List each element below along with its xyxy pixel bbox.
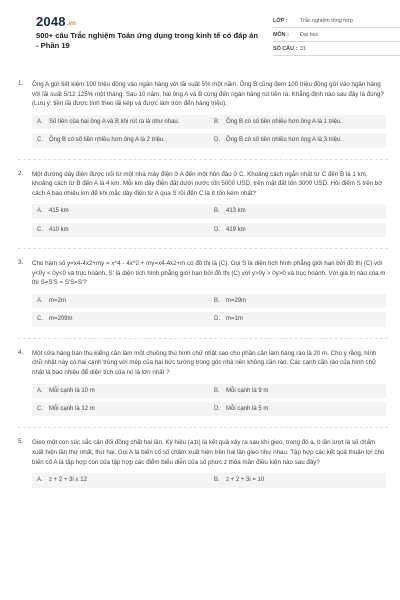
option-letter: A. — [37, 387, 43, 394]
option-letter: A. — [37, 297, 43, 304]
question-divider — [18, 427, 388, 428]
question-item — [18, 259, 388, 327]
option-text: Ông B có số tiền nhiều hơn ông A là 1 triệu. — [226, 118, 343, 125]
question-text: Một cửa hàng bán thú kiểng cần làm một chuồng thú hình chữ nhật sao cho phần cần làm hàng rào là 20 m. Chú ý rằng, hình chữ nhật này có hai cạnh trùng với mép của hai bức tường trong góc nhà nên không cần rào. Các cạnh cần rào của hình chữ nhật là bao nhiêu để diện tích của nó là lớn nhất ? — [32, 349, 377, 376]
question-text: Ông A gửi tiết kiệm 100 triệu đồng vào ngân hàng với lãi suất 5% một năm. Ông B cũng đem 100 triệu đồng gửi vào ngân hàng với lãi suất 5/12 125% một tháng. Sau 10 năm, hai ông A và B cùng đến ngân hàng rút tiền ra. Khẳng định nào sau đây là đúng? (Lưu ý: tiền lãi được tính theo lãi kép và được làm tròn đến hàng triệu). — [32, 81, 384, 108]
option-letter: B. — [214, 387, 220, 394]
question-item — [18, 170, 388, 238]
question-item — [18, 80, 388, 148]
question-text: Một đường dây điện được nối từ một nhà máy điện ở A đến một hòn đảo ở C. Khoảng cách ngắn nhất từ C đến B là 1 km, khoảng cách từ B đến A là 4 km. Mỗi km dây điện đặt dưới nước tốn 5000 USD, trên mặt đất tốn 3000 USD. Hỏi điểm S trên bờ cách A bao nhiêu km để khi mắc dây điện từ A qua S rồi đến C là ít tốn kém nhất? — [32, 170, 383, 197]
answer-option[interactable] — [209, 204, 386, 218]
meta-row — [273, 14, 400, 28]
answer-option[interactable] — [209, 312, 386, 326]
answer-option[interactable] — [32, 294, 209, 308]
answer-option[interactable] — [32, 133, 209, 147]
option-letter: C. — [37, 226, 43, 233]
answer-option[interactable] — [209, 402, 386, 416]
option-text: m=2m — [49, 297, 66, 304]
option-letter: B. — [214, 118, 220, 125]
question-divider — [18, 248, 388, 249]
option-text: Mỗi cạnh là 10 m — [49, 387, 95, 394]
option-letter: A. — [37, 118, 43, 125]
meta-key: LỚP : — [273, 17, 288, 24]
option-text: 413 km — [226, 208, 246, 215]
option-text: 410 km — [49, 226, 69, 233]
answer-options — [32, 115, 388, 148]
question-divider — [18, 338, 388, 339]
question-item — [18, 438, 388, 487]
answer-option[interactable] — [32, 115, 209, 129]
option-text: m=1m — [226, 316, 243, 323]
option-text: z + 2 + 3i = 10 — [226, 477, 265, 484]
meta-row — [273, 42, 400, 56]
option-letter: B. — [214, 477, 220, 484]
question-number: 2. — [18, 169, 24, 177]
option-text: z + 2 + 3i ≤ 12 — [49, 477, 87, 484]
page-header — [18, 0, 388, 66]
option-text: 415 km — [49, 208, 69, 215]
answer-options — [32, 384, 388, 417]
option-text: Mỗi cạnh là 5 m — [226, 405, 269, 412]
option-text: Ông B có số tiền nhiều hơn ông A là 2 triệu. — [49, 137, 166, 144]
option-text: 419 km — [226, 226, 246, 233]
document-meta — [273, 14, 400, 56]
answer-option[interactable] — [209, 384, 386, 398]
meta-row — [273, 28, 400, 42]
question-number: 1. — [18, 80, 24, 87]
meta-value: 31 — [300, 45, 306, 52]
option-letter: B. — [214, 208, 220, 215]
option-text: Số tiền của hai ông A và B khi rút ra là như nhau. — [49, 118, 180, 125]
option-text: m=29m — [226, 297, 247, 304]
document-title: 500+ câu Trắc nghiệm Toán ứng dụng trong kinh tế có đáp án - Phần 19 — [36, 31, 259, 50]
answer-option[interactable] — [209, 115, 386, 129]
answer-option[interactable] — [209, 294, 386, 308]
meta-key: SỐ CÂU : — [273, 45, 298, 52]
answer-option[interactable] — [32, 384, 209, 398]
meta-value: Đại học — [300, 31, 319, 38]
option-letter: C. — [37, 405, 43, 412]
option-text: Mỗi cạnh là 12 m — [49, 405, 95, 412]
option-text: Ông B có số tiền nhiều hơn ông A là 3 triệu. — [226, 137, 343, 144]
option-letter: D. — [214, 316, 220, 323]
answer-option[interactable] — [209, 223, 386, 237]
meta-value: Trắc nghiệm tổng hợp — [300, 17, 353, 24]
answer-option[interactable] — [32, 204, 209, 218]
answer-options — [32, 473, 388, 487]
question-number: 5. — [18, 438, 24, 446]
question-text: Cho hàm số y=x4-4x2+my = x^4 - 4x^2 + my=x4-4x2+m có đồ thị là (C). Gọi S là diện tích hình phẳng giới hạn bởi đồ thị (C) với y<0y < 0y<0 và trục hoành, S' là diện tích hình phẳng giới hạn bởi đồ thị (C) với y>0y > 0y>0 và trục hoành. Với giá trị nào của m thì S=S'S = S'S=S'? — [32, 260, 386, 287]
option-letter: D. — [214, 137, 220, 144]
question-divider — [18, 159, 388, 160]
site-logo[interactable]: 2048.vn — [36, 14, 77, 29]
option-text: m=209m — [49, 316, 73, 323]
answer-option[interactable] — [32, 312, 209, 326]
option-text: Mỗi cạnh là 9 m — [226, 387, 269, 394]
option-letter: A. — [37, 208, 43, 215]
option-letter: A. — [37, 477, 43, 484]
question-number: 3. — [18, 259, 24, 267]
option-letter: D. — [214, 226, 220, 233]
option-letter: B. — [214, 297, 220, 304]
answer-options — [32, 204, 388, 237]
answer-option[interactable] — [32, 223, 209, 237]
question-item — [18, 349, 388, 417]
option-letter: D. — [214, 405, 220, 412]
option-letter: C. — [37, 316, 43, 323]
option-letter: C. — [37, 137, 43, 144]
question-list — [18, 80, 388, 499]
meta-key: MÔN : — [273, 31, 289, 38]
answer-option[interactable] — [209, 473, 386, 487]
question-number: 4. — [18, 348, 24, 356]
answer-options — [32, 294, 388, 327]
answer-option[interactable] — [32, 473, 209, 487]
question-text: Gieo một con súc sắc cân đối đồng chất hai lần. Ký hiệu (a;b) là kết quả xảy ra sau khi gieo, trong đó a, b lần lượt là số chấm xuất hiện lần thứ nhất, thứ hai. Gọi A là biến cố số chấm xuất hiện trên hai lần gieo như nhau. Tập hợp các kết quả thuận lợi cho biến cố A là tập hợp con của tập hợp các điểm biểu diễn của số phức z thỏa mãn điều kiện nào sau đây? — [32, 439, 385, 466]
answer-option[interactable] — [32, 402, 209, 416]
answer-option[interactable] — [209, 133, 386, 147]
